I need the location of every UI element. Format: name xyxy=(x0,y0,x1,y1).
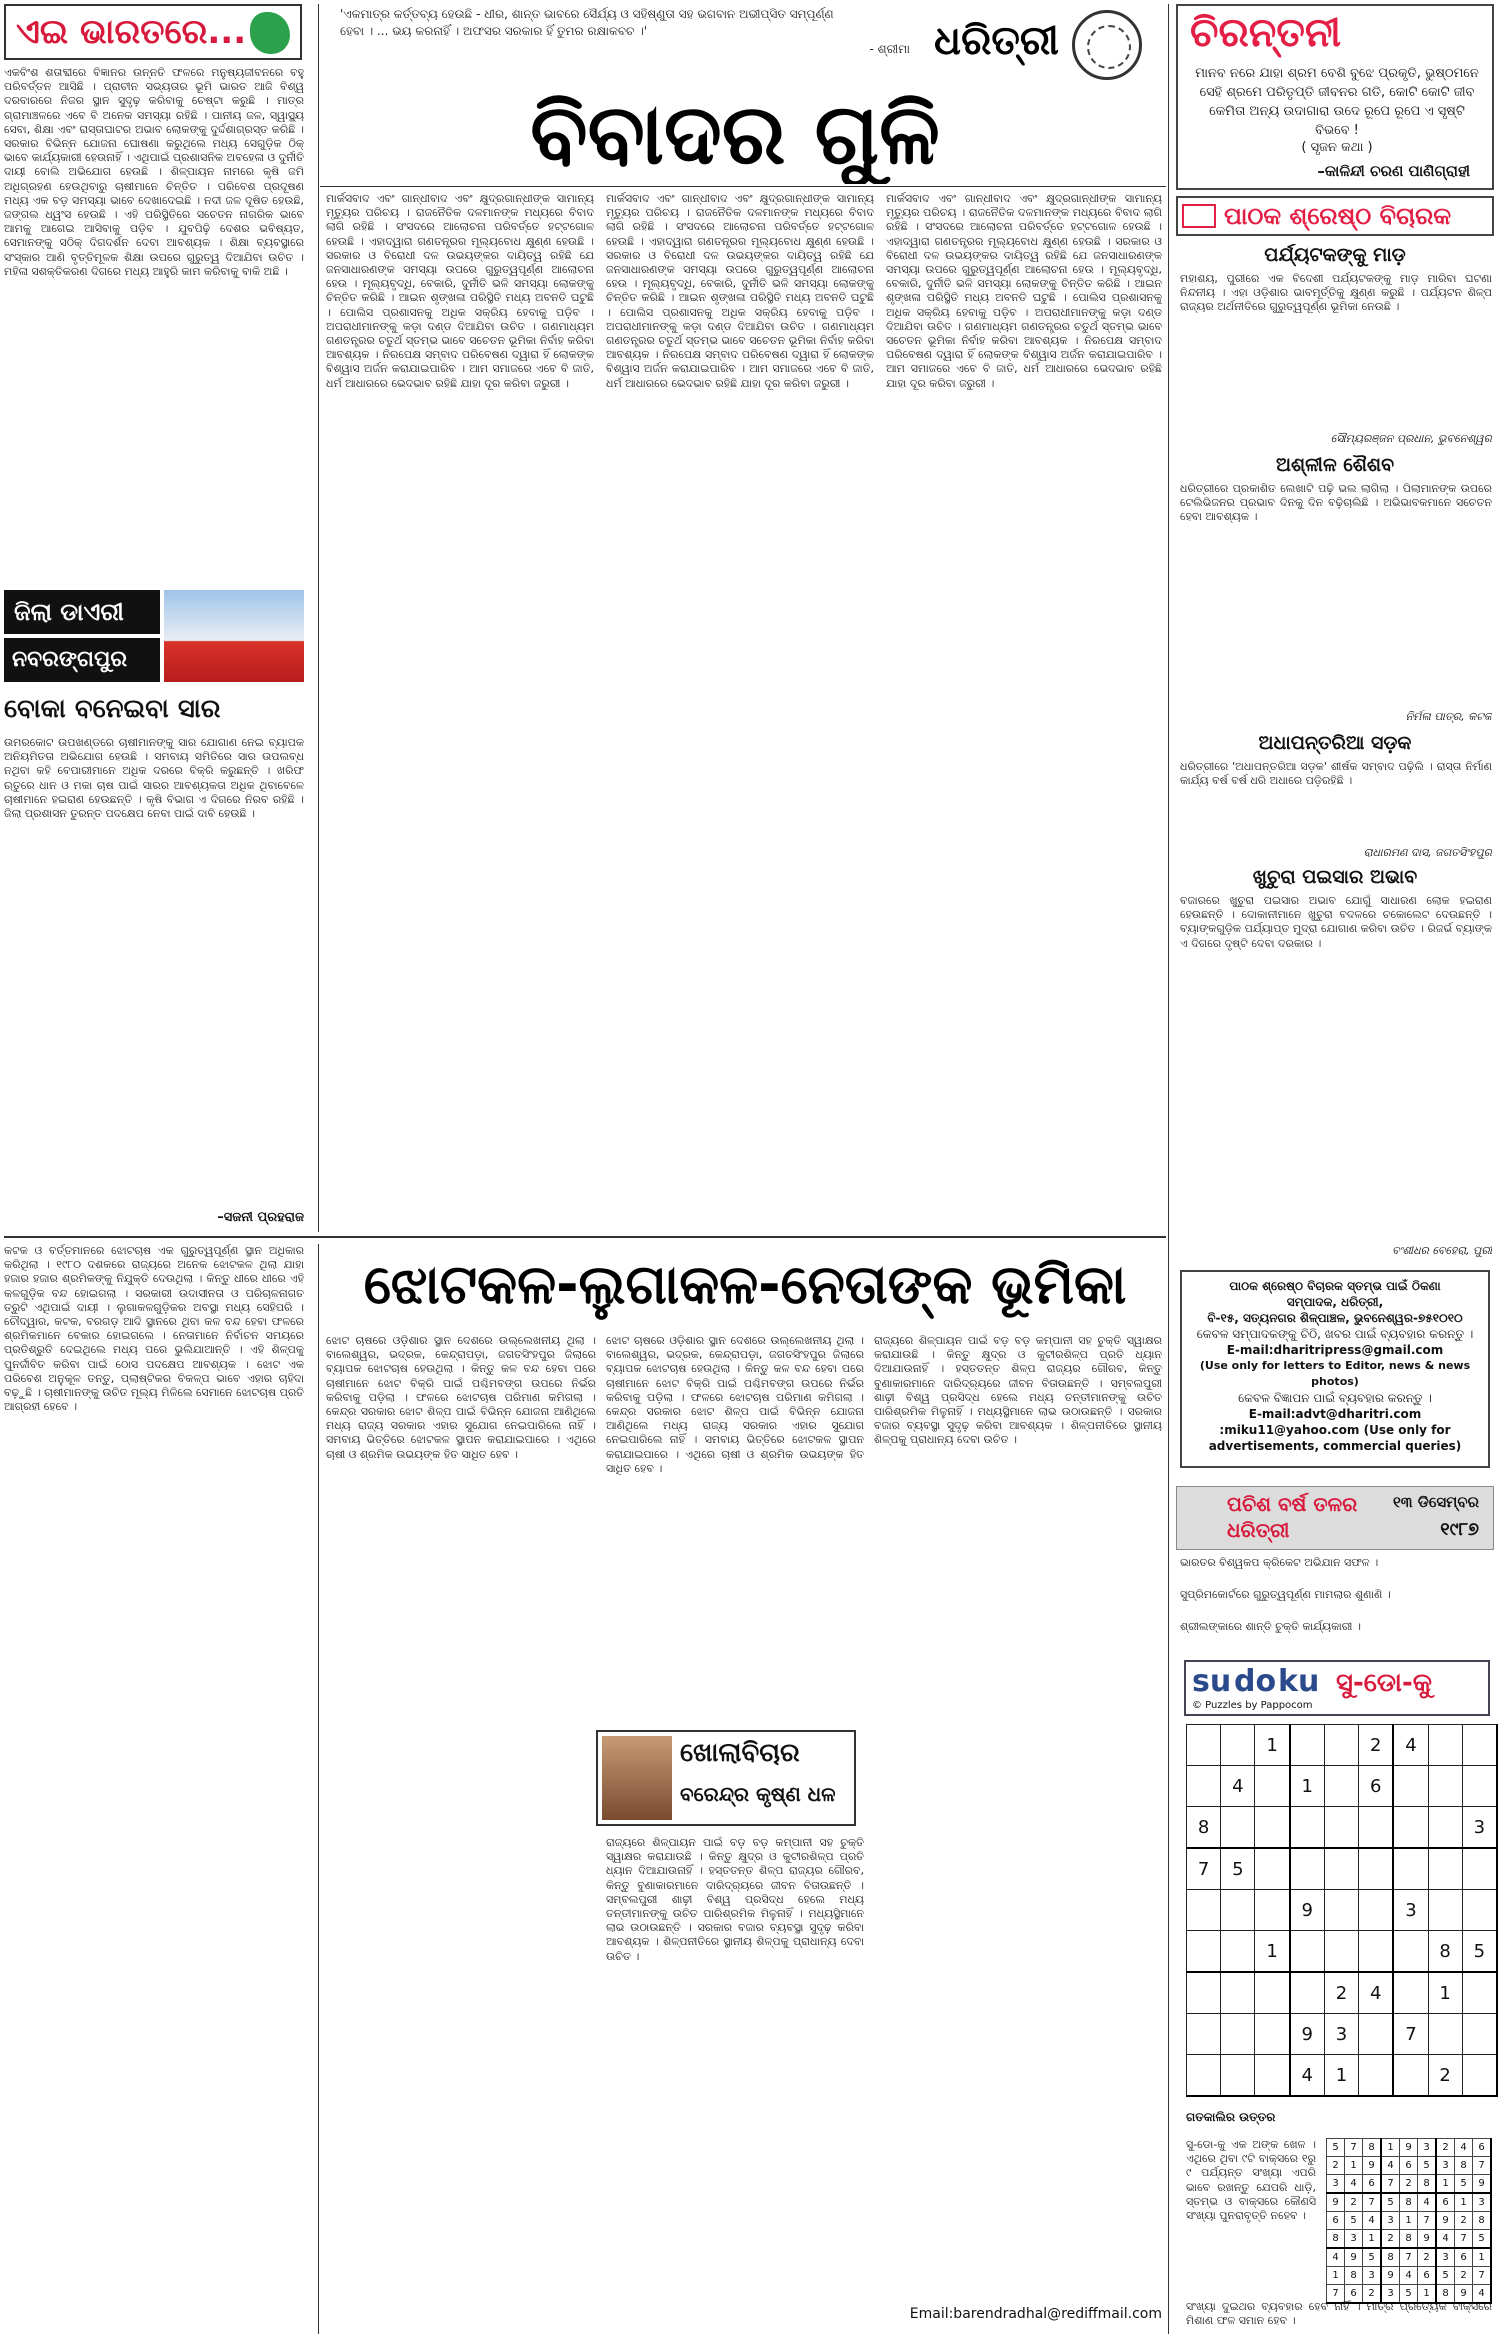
solution-cell: 5 xyxy=(1473,2230,1492,2249)
sudoku-cell[interactable]: 9 xyxy=(1290,2014,1325,2055)
solution-cell: 5 xyxy=(1418,2157,1437,2175)
chirantani-box xyxy=(1176,4,1494,190)
solution-cell: 7 xyxy=(1345,2139,1363,2157)
solution-cell: 2 xyxy=(1381,2230,1400,2249)
solution-cell: 7 xyxy=(1327,2285,1345,2304)
sudoku-cell[interactable] xyxy=(1187,1972,1221,2014)
left-article: ଏକବିଂଶ ଶତାବ୍ଦୀରେ ବିଜ୍ଞାନର ଉନ୍ନତି ଫଳରେ ମନୁଷ୍ୟଜୀବନରେ ବହୁ ପରିବର୍ତ୍ତନ ଆସିଛି । ପ୍ରାଚୀନ ସଭ୍ୟତାର ଭୂମି ଭାରତ ଆଜି ବିଶ୍ୱ ଦରବାରରେ ନିଜର ସ୍ଥାନ ସୁଦୃଢ଼ କରିବାକୁ ଚେଷ୍ଟା କରୁଛି । ମାତ୍ର ଗ୍ରାମାଞ୍ଚଳରେ ଏବେ ବି ଅନେକ ସମସ୍ୟା ରହିଛି । ପାନୀୟ ଜଳ, ସ୍ୱାସ୍ଥ୍ୟ ସେବା, ଶିକ୍ଷା ଏବଂ ରାସ୍ତାଘାଟର ଅଭାବ ଲୋକଙ୍କୁ ଦୁର୍ଦ୍ଦଶାଗ୍ରସ୍ତ କରିଛି । ସରକାର ବିଭିନ୍ନ ଯୋଜନା ଘୋଷଣା କରୁଥିଲେ ମଧ୍ୟ ସେଗୁଡ଼ିକ ଠିକ୍ ଭାବେ କାର୍ଯ୍ୟକାରୀ ହେଉନାହିଁ । ଏଥିପାଇଁ ପ୍ରଶାସନିକ ଅବହେଳା ଓ ଦୁର୍ନୀତି ଦାୟୀ ବୋଲି ଅଭିଯୋଗ ହେଉଛି । ଶିଳ୍ପାୟନ ନାମରେ କୃଷି ଜମି ଅଧିଗ୍ରହଣ ହେଉଥିବାରୁ ଚାଷୀମାନେ ଚିନ୍ତିତ । ପରିବେଶ ପ୍ରଦୂଷଣ ମଧ୍ୟ ଏକ ବଡ଼ ସମସ୍ୟା ଭାବେ ଦେଖାଦେଇଛି । ନଦୀ ଜଳ ଦୂଷିତ ହେଉଛି, ଜଙ୍ଗଲ ଧ୍ୱଂସ ହେଉଛି । ଏହି ପରିସ୍ଥିତିରେ ସଚେତନ ନାଗରିକ ଭାବେ ଆମକୁ ଆଗେଇ ଆସିବାକୁ ପଡ଼ିବ । ଯୁବପିଢ଼ି ଦେଶର ଭବିଷ୍ୟତ, ସେମାନଙ୍କୁ ସଠିକ୍ ଦିଗଦର୍ଶନ ଦେବା ଆବଶ୍ୟକ । ଶିକ୍ଷା ବ୍ୟବସ୍ଥାରେ ସଂସ୍କାର ଆଣି ବୃତ୍ତିମୂଳକ ଶିକ୍ଷା ଉପରେ ଗୁରୁତ୍ୱ ଦିଆଯିବା ଉଚିତ । ମହିଳା ସଶକ୍ତିକରଣ ଦିଗରେ ମଧ୍ୟ ଆହୁରି କାମ କରିବାକୁ ବାକି ଅଛି । xyxy=(4,66,304,278)
letter1-title: ପର୍ଯ୍ୟଟକଙ୍କୁ ମାଡ଼ xyxy=(1264,244,1406,266)
solution-cell: 8 xyxy=(1400,2230,1418,2249)
district-diary-title: ଜିଲା ଡାଏରୀ xyxy=(4,590,160,634)
sudoku-cell[interactable] xyxy=(1221,1807,1255,1849)
india-map-icon xyxy=(250,12,290,54)
solution-cell: 6 xyxy=(1436,2193,1455,2212)
masthead xyxy=(932,4,1144,84)
sudoku-cell[interactable] xyxy=(1255,1890,1290,1931)
sudoku-cell[interactable] xyxy=(1255,1807,1290,1849)
sudoku-cell[interactable]: 2 xyxy=(1359,1725,1394,1766)
chakra-icon xyxy=(1072,10,1142,80)
sudoku-cell[interactable] xyxy=(1324,1931,1358,1973)
solution-cell: 5 xyxy=(1455,2175,1473,2194)
solution-cell: 4 xyxy=(1455,2139,1473,2157)
sudoku-cell[interactable]: 4 xyxy=(1393,1725,1428,1766)
solution-cell: 9 xyxy=(1363,2157,1382,2175)
chirantani-source: ( ସୃଜନ କଥା ) xyxy=(1301,140,1373,155)
sudoku-cell[interactable] xyxy=(1428,1807,1462,1849)
years-ago-banner xyxy=(1176,1486,1494,1550)
sudoku-cell[interactable] xyxy=(1221,1890,1255,1931)
contact-line5: କେବଳ ବିଜ୍ଞାପନ ପାଇଁ ବ୍ୟବହାର କରନ୍ତୁ । xyxy=(1238,1391,1432,1405)
sudoku-cell[interactable] xyxy=(1221,1931,1255,1973)
years-ago-item3: ଶ୍ରୀଲଙ୍କାରେ ଶାନ୍ତି ଚୁକ୍ତି କାର୍ଯ୍ୟକାରୀ । xyxy=(1180,1620,1361,1633)
letter1-author: ସୌମ୍ୟରଞ୍ଜନ ପ୍ରଧାନ, ଭୁବନେଶ୍ୱର xyxy=(1330,432,1492,445)
letter3-text: ଧରିତ୍ରୀରେ 'ଅଧାପନ୍ତରିଆ ସଡ଼କ' ଶୀର୍ଷକ ସମ୍ବାଦ ପଢ଼ିଲି । ରାସ୍ତା ନିର୍ମାଣ କାର୍ଯ୍ୟ ବର୍ଷ ବର୍ଷ ଧରି ଅଧାରେ ପଡ଼ିରହିଛି । xyxy=(1180,760,1492,788)
solution-cell: 6 xyxy=(1455,2248,1473,2267)
solution-cell: 6 xyxy=(1345,2285,1363,2304)
solution-cell: 5 xyxy=(1400,2285,1418,2304)
sudoku-cell[interactable] xyxy=(1428,1848,1462,1890)
solution-cell: 5 xyxy=(1436,2267,1455,2285)
solution-cell: 3 xyxy=(1418,2139,1437,2157)
solution-cell: 8 xyxy=(1327,2230,1345,2249)
sudoku-cell[interactable] xyxy=(1428,2014,1462,2055)
solution-cell: 9 xyxy=(1381,2267,1400,2285)
years-ago-date: ୧୩ ଡିସେମ୍ବର xyxy=(1392,1493,1479,1511)
sudoku-cell[interactable]: 4 xyxy=(1290,2055,1325,2097)
solution-cell: 3 xyxy=(1381,2212,1400,2230)
sudoku-cell[interactable] xyxy=(1359,2055,1394,2097)
solution-cell: 4 xyxy=(1381,2157,1400,2175)
sudoku-cell[interactable]: 1 xyxy=(1324,2055,1358,2097)
sudoku-cell[interactable] xyxy=(1187,1725,1221,1766)
letter3-title: ଅଧାପନ୍ତରିଆ ସଡ଼କ xyxy=(1258,732,1412,754)
solution-cell: 4 xyxy=(1363,2212,1382,2230)
quote-line-2: ହେବା । ... ଭୟ କରନାହିଁ । ଅଫସର ସରକାର ହିଁ ତୁମର ରକ୍ଷାକବଚ ।' xyxy=(340,24,648,38)
solution-cell: 4 xyxy=(1436,2230,1455,2249)
solution-cell: 4 xyxy=(1345,2175,1363,2194)
bottom-center-article-2: ରାଜ୍ୟରେ ଶିଳ୍ପାୟନ ପାଇଁ ବଡ଼ ବଡ଼ କମ୍ପାନୀ ସହ ଚୁକ୍ତି ସ୍ୱାକ୍ଷର କରାଯାଉଛି । କିନ୍ତୁ କ୍ଷୁଦ୍ର ଓ କୁଟୀରଶିଳ୍ପ ପ୍ରତି ଧ୍ୟାନ ଦିଆଯାଉନାହିଁ । ହସ୍ତତନ୍ତ ଶିଳ୍ପ ରାଜ୍ୟର ଗୌରବ, କିନ୍ତୁ ବୁଣାକାରମାନେ ଦାରିଦ୍ର୍ୟରେ ଜୀବନ ବିତାଉଛନ୍ତି । ସମ୍ବଲପୁରୀ ଶାଢ଼ୀ ବିଶ୍ୱ ପ୍ରସିଦ୍ଧ ହେଲେ ମଧ୍ୟ ତନ୍ତୀମାନଙ୍କୁ ଉଚିତ ପାରିଶ୍ରମିକ ମିଳୁନାହିଁ । ମଧ୍ୟସ୍ଥିମାନେ ଲାଭ ଉଠାଉଛନ୍ତି । ସରକାର ବଜାର ବ୍ୟବସ୍ଥା ସୁଦୃଢ଼ କରିବା ଆବଶ୍ୟକ । ଶିଳ୍ପନୀତିରେ ସ୍ଥାନୀୟ ଶିଳ୍ପକୁ ପ୍ରାଧାନ୍ୟ ଦେବା ଉଚିତ । xyxy=(606,1836,864,1963)
solution-cell: 6 xyxy=(1418,2267,1437,2285)
chirantani-author: –କାଳିନ୍ଦୀ ଚରଣ ପାଣିଗ୍ରାହୀ xyxy=(1317,162,1470,180)
sudoku-cell[interactable] xyxy=(1255,2014,1290,2055)
solution-cell: 2 xyxy=(1400,2175,1418,2194)
solution-cell: 8 xyxy=(1400,2193,1418,2212)
contact-email3[interactable]: :miku11@yahoo.com (Use only for xyxy=(1219,1423,1451,1437)
sudoku-logo-odia: ସୁ-ଡୋ-କୁ xyxy=(1336,1668,1432,1698)
solution-cell: 7 xyxy=(1473,2267,1492,2285)
sudoku-cell[interactable] xyxy=(1324,1725,1358,1766)
sudoku-logo-ku: ku xyxy=(1278,1664,1320,1699)
chirantani-poem: ମାନବ ନରେ ଯାହା ଶ୍ରମ ବେଶି ବୁଝେ ପ୍ରକୃତି, ଭୁଷ୍ଠମନେ ସେହି ଶ୍ରମେ ପରିତୃପ୍ତି ଜୀବନର ଗତି, କୋଟି କୋଟି ଜୀବ କେମିତା ଅନ୍ୟ ଉଦାଗାରା ଉଦେ ରୂପେ ରୂପେ ଏ ସୃଷ୍ଟି ବିଭବେ ! xyxy=(1195,66,1479,138)
letter4-author: ବଂଶୀଧର ବେହେରା, ପୁରୀ xyxy=(1392,1244,1492,1257)
solution-cell: 1 xyxy=(1418,2285,1437,2304)
solution-cell: 9 xyxy=(1345,2248,1363,2267)
editorial-col-2: ମାର୍କସବାଦ ଏବଂ ଗାନ୍ଧୀବାଦ ଏବଂ କ୍ଷୁଦ୍ରଗାନ୍ଧୀଙ୍କ ସାମାନ୍ୟ ମୃତ୍ୟୁର ପରିଚୟ । ରାଜନୈତିକ ଦଳମାନଙ୍କ ମଧ୍ୟରେ ବିବାଦ ଲାଗି ରହିଛି । ସଂସଦରେ ଆଲୋଚନା ପରିବର୍ତ୍ତେ ହଟ୍ଟଗୋଳ ହେଉଛି । ଏହାଦ୍ୱାରା ଗଣତନ୍ତ୍ରର ମୂଲ୍ୟବୋଧ କ୍ଷୁଣ୍ଣ ହେଉଛି । ସରକାର ଓ ବିରୋଧୀ ଦଳ ଉଭୟଙ୍କର ଦାୟିତ୍ୱ ରହିଛି ଯେ ଜନସାଧାରଣଙ୍କ ସମସ୍ୟା ଉପରେ ଗୁରୁତ୍ୱପୂର୍ଣ୍ଣ ଆଲୋଚନା ହେଉ । ମୂଲ୍ୟବୃଦ୍ଧି, ବେକାରି, ଦୁର୍ନୀତି ଭଳି ସମସ୍ୟା ଲୋକଙ୍କୁ ଚିନ୍ତିତ କରିଛି । ଆଇନ ଶୃଙ୍ଖଳା ପରିସ୍ଥିତି ମଧ୍ୟ ଅବନତି ଘଟୁଛି । ପୋଲିସ ପ୍ରଶାସନକୁ ଅଧିକ ସକ୍ରିୟ ହେବାକୁ ପଡ଼ିବ । ଅପରାଧୀମାନଙ୍କୁ କଡ଼ା ଦଣ୍ଡ ଦିଆଯିବା ଉଚିତ । ଗଣମାଧ୍ୟମ ଗଣତନ୍ତ୍ରର ଚତୁର୍ଥ ସ୍ତମ୍ଭ ଭାବେ ସଚେତନ ଭୂମିକା ନିର୍ବାହ କରିବା ଆବଶ୍ୟକ । ନିରପେକ୍ଷ ସମ୍ବାଦ ପରିବେଷଣ ଦ୍ୱାରା ହିଁ ଲୋକଙ୍କ ବିଶ୍ୱାସ ଅର୍ଜନ କରାଯାଇପାରିବ । ଆମ ସମାଜରେ ଏବେ ବି ଜାତି, ଧର୍ମ ଆଧାରରେ ଭେଦଭାବ ରହିଛି ଯାହା ଦୂର କରିବା ଜରୁରୀ । xyxy=(606,192,874,390)
letter2-title: ଅଶ୍ଳୀଳ ଶୈଶବ xyxy=(1275,454,1395,476)
contact-line1: ପାଠକ ଶ୍ରେଷ୍ଠ ବିଚାରକ ସ୍ତମ୍ଭ ପାଇଁ ଠିକଣା xyxy=(1229,1279,1441,1293)
column-label: ଖୋଲାବିଚାର xyxy=(680,1738,800,1768)
solution-cell: 3 xyxy=(1363,2267,1382,2285)
pathaka-banner xyxy=(1176,196,1494,236)
solution-cell: 7 xyxy=(1400,2248,1418,2267)
sudoku-cell[interactable]: 3 xyxy=(1393,1890,1428,1931)
pathaka-title: ପାଠକ ଶ୍ରେଷ୍ଠ ବିଚାରକ xyxy=(1224,202,1452,230)
sudoku-cell[interactable]: 1 xyxy=(1428,1972,1462,2014)
solution-cell: 4 xyxy=(1473,2285,1492,2304)
sudoku-cell[interactable]: 1 xyxy=(1255,1725,1290,1766)
sudoku-cell[interactable] xyxy=(1359,1848,1394,1890)
sudoku-cell[interactable]: 1 xyxy=(1290,1766,1325,1807)
envelope-icon xyxy=(1182,204,1216,228)
sudoku-cell[interactable]: 6 xyxy=(1359,1766,1394,1807)
main-headline: ବିବାଦର ଗୁଳି xyxy=(530,85,940,183)
sudoku-cell[interactable] xyxy=(1359,2014,1394,2055)
sudoku-cell[interactable] xyxy=(1221,1725,1255,1766)
solution-cell: 2 xyxy=(1418,2248,1437,2267)
solution-cell: 1 xyxy=(1345,2157,1363,2175)
sudoku-cell[interactable] xyxy=(1187,1766,1221,1807)
solution-cell: 9 xyxy=(1418,2230,1437,2249)
solution-cell: 6 xyxy=(1400,2157,1418,2175)
sudoku-cell[interactable]: 4 xyxy=(1359,1972,1394,2014)
solution-cell: 8 xyxy=(1436,2285,1455,2304)
quote-box xyxy=(340,6,930,66)
sudoku-cell[interactable]: 7 xyxy=(1393,2014,1428,2055)
sudoku-cell[interactable]: 2 xyxy=(1324,1972,1358,2014)
bottom-left-article: କଟକ ଓ ବର୍ତ୍ତମାନରେ ଝୋଟଚାଷ ଏକ ଗୁରୁତ୍ୱପୂର୍ଣ୍ଣ ସ୍ଥାନ ଅଧିକାର କରିଥିଲା । ୧୯୮୦ ଦଶକରେ ରାଜ୍ୟରେ ଅନେକ ଝୋଟକଳ ଥିଲା ଯାହା ହଜାର ହଜାର ଶ୍ରମିକଙ୍କୁ ନିଯୁକ୍ତି ଦେଉଥିଲା । କିନ୍ତୁ ଧୀରେ ଧୀରେ ଏହି କଳଗୁଡ଼ିକ ବନ୍ଦ ହୋଇଗଲା । ସରକାରୀ ଉଦାସୀନତା ଓ ପରିଚାଳନାଗତ ତ୍ରୁଟି ଏଥିପାଇଁ ଦାୟୀ । ଲୁଗାକଳଗୁଡ଼ିକର ଅବସ୍ଥା ମଧ୍ୟ ସେହିପରି । ଚୌଦ୍ୱାର, କଟକ, ବରଗଡ଼ ଆଦି ସ୍ଥାନରେ ଥିବା କଳ ବନ୍ଦ ହେବା ଫଳରେ ଶ୍ରମିକମାନେ ବେକାର ହୋଇଗଲେ । ନେତାମାନେ ନିର୍ବାଚନ ସମୟରେ ପ୍ରତିଶ୍ରୁତି ଦେଇଥିଲେ ମଧ୍ୟ ପରେ ଭୁଲିଯାଆନ୍ତି । ଏହି ଶିଳ୍ପକୁ ପୁନର୍ଜୀବିତ କରିବା ପାଇଁ ଠୋସ ପଦକ୍ଷେପ ଆବଶ୍ୟକ । ଝୋଟ ଏକ ପରିବେଶ ଅନୁକୂଳ ତନ୍ତୁ, ପ୍ଲାଷ୍ଟିକର ବିକଳ୍ପ ଭାବେ ଏହାର ଚାହିଦା ବଢ଼ୁଛି । ଚାଷୀମାନଙ୍କୁ ଉଚିତ ମୂଲ୍ୟ ମିଳିଲେ ସେମାନେ ଝୋଟଚାଷ ପ୍ରତି ଆଗ୍ରହୀ ହେବେ । xyxy=(4,1244,304,1414)
letter4-title: ଖୁଚୁରା ପଇସାର ଅଭାବ xyxy=(1252,866,1418,888)
sudoku-cell[interactable] xyxy=(1359,1807,1394,1849)
sudoku-logo xyxy=(1184,1660,1490,1716)
editorial-col-1: ମାର୍କସବାଦ ଏବଂ ଗାନ୍ଧୀବାଦ ଏବଂ କ୍ଷୁଦ୍ରଗାନ୍ଧୀଙ୍କ ସାମାନ୍ୟ ମୃତ୍ୟୁର ପରିଚୟ । ରାଜନୈତିକ ଦଳମାନଙ୍କ ମଧ୍ୟରେ ବିବାଦ ଲାଗି ରହିଛି । ସଂସଦରେ ଆଲୋଚନା ପରିବର୍ତ୍ତେ ହଟ୍ଟଗୋଳ ହେଉଛି । ଏହାଦ୍ୱାରା ଗଣତନ୍ତ୍ରର ମୂଲ୍ୟବୋଧ କ୍ଷୁଣ୍ଣ ହେଉଛି । ସରକାର ଓ ବିରୋଧୀ ଦଳ ଉଭୟଙ୍କର ଦାୟିତ୍ୱ ରହିଛି ଯେ ଜନସାଧାରଣଙ୍କ ସମସ୍ୟା ଉପରେ ଗୁରୁତ୍ୱପୂର୍ଣ୍ଣ ଆଲୋଚନା ହେଉ । ମୂଲ୍ୟବୃଦ୍ଧି, ବେକାରି, ଦୁର୍ନୀତି ଭଳି ସମସ୍ୟା ଲୋକଙ୍କୁ ଚିନ୍ତିତ କରିଛି । ଆଇନ ଶୃଙ୍ଖଳା ପରିସ୍ଥିତି ମଧ୍ୟ ଅବନତି ଘଟୁଛି । ପୋଲିସ ପ୍ରଶାସନକୁ ଅଧିକ ସକ୍ରିୟ ହେବାକୁ ପଡ଼ିବ । ଅପରାଧୀମାନଙ୍କୁ କଡ଼ା ଦଣ୍ଡ ଦିଆଯିବା ଉଚିତ । ଗଣମାଧ୍ୟମ ଗଣତନ୍ତ୍ରର ଚତୁର୍ଥ ସ୍ତମ୍ଭ ଭାବେ ସଚେତନ ଭୂମିକା ନିର୍ବାହ କରିବା ଆବଶ୍ୟକ । ନିରପେକ୍ଷ ସମ୍ବାଦ ପରିବେଷଣ ଦ୍ୱାରା ହିଁ ଲୋକଙ୍କ ବିଶ୍ୱାସ ଅର୍ଜନ କରାଯାଇପାରିବ । ଆମ ସମାଜରେ ଏବେ ବି ଜାତି, ଧର୍ମ ଆଧାରରେ ଭେଦଭାବ ରହିଛି ଯାହା ଦୂର କରିବା ଜରୁରୀ । xyxy=(326,192,594,390)
temple-photo xyxy=(164,590,304,682)
sudoku-cell[interactable] xyxy=(1290,1848,1325,1890)
sudoku-cell[interactable] xyxy=(1221,2014,1255,2055)
solution-cell: 1 xyxy=(1327,2267,1345,2285)
solution-cell: 2 xyxy=(1436,2139,1455,2157)
solution-cell: 1 xyxy=(1455,2193,1473,2212)
sudoku-instructions: ସୁ-ଡୋ-କୁ ଏକ ଅଙ୍କ ଖେଳ । ଏଥିରେ ଥିବା ୯ଟି ବାକ୍ସରେ ୧ରୁ ୯ ପର୍ଯ୍ୟନ୍ତ ସଂଖ୍ୟା ଏପରି ଭାବେ ରଖନ୍ତୁ ଯେପରି ଧାଡ଼ି, ସ୍ତମ୍ଭ ଓ ବାକ୍ସରେ କୌଣସି ସଂଖ୍ୟା ପୁନରାବୃତ୍ତି ନହେବ । xyxy=(1186,2138,1316,2223)
sudoku-cell[interactable]: 3 xyxy=(1324,2014,1358,2055)
column-email[interactable]: Email:barendradhal@rediffmail.com xyxy=(909,2306,1162,2322)
sudoku-cell[interactable] xyxy=(1187,1890,1221,1931)
solution-cell: 4 xyxy=(1327,2248,1345,2267)
solution-cell: 8 xyxy=(1418,2175,1437,2194)
district-diary-banner xyxy=(4,590,304,690)
sudoku-cell[interactable] xyxy=(1255,1766,1290,1807)
letter1-text: ମହାଶୟ, ପୁରୀରେ ଏକ ବିଦେଶୀ ପର୍ଯ୍ୟଟକଙ୍କୁ ମାଡ଼ ମାରିବା ଘଟଣା ନିନ୍ଦନୀୟ । ଏହା ଓଡ଼ିଶାର ଭାବମୂର୍ତ୍ତିକୁ କ୍ଷୁଣ୍ଣ କରୁଛି । ପର୍ଯ୍ୟଟନ ଶିଳ୍ପ ରାଜ୍ୟର ଅର୍ଥନୀତିରେ ଗୁରୁତ୍ୱପୂର୍ଣ୍ଣ ଭୂମିକା ନେଉଛି । xyxy=(1180,272,1492,314)
sudoku-cell[interactable] xyxy=(1187,2055,1221,2097)
quote-line-1: 'ଏକମାତ୍ର କର୍ତ୍ତବ୍ୟ ହେଉଛି - ଧୀର, ଶାନ୍ତ ଭାବରେ ସୈର୍ଯ୍ୟ ଓ ସହିଷ୍ଣୁତା ସହ ଭଗବାନ ଅଭୀପ୍ସିତ ସମ୍ପୂର୍ଣ୍ଣ xyxy=(340,7,834,21)
sudoku-cell[interactable] xyxy=(1324,1890,1358,1931)
sudoku-cell[interactable] xyxy=(1255,2055,1290,2097)
solution-cell: 8 xyxy=(1363,2139,1382,2157)
sudoku-cell[interactable]: 4 xyxy=(1221,1766,1255,1807)
section-left-title: ଏଇ ଭାରତରେ... xyxy=(16,12,247,52)
contact-email1[interactable]: E-mail:dharitripress@gmail.com xyxy=(1226,1343,1444,1357)
solution-cell: 4 xyxy=(1400,2267,1418,2285)
solution-cell: 3 xyxy=(1436,2248,1455,2267)
sudoku-cell[interactable] xyxy=(1393,1931,1428,1973)
sudoku-cell[interactable] xyxy=(1462,1848,1497,1890)
sudoku-cell[interactable] xyxy=(1290,1931,1325,1973)
sudoku-logo-do: do xyxy=(1234,1664,1277,1699)
sudoku-cell[interactable] xyxy=(1255,1972,1290,2014)
solution-cell: 7 xyxy=(1418,2212,1437,2230)
author-photo xyxy=(602,1736,672,1820)
contact-line3: ବି-୧୫, ସତ୍ୟନଗର ଶିଳ୍ପାଞ୍ଚଳ, ଭୁବନେଶ୍ୱର-୭୫୧୦୧୦ xyxy=(1207,1311,1463,1325)
letter4-text: ବଜାରରେ ଖୁଚୁରା ପଇସାର ଅଭାବ ଯୋଗୁଁ ସାଧାରଣ ଲୋକ ହଇରାଣ ହେଉଛନ୍ତି । ଦୋକାନୀମାନେ ଖୁଚୁରା ବଦଳରେ ଚକୋଲେଟ ଦେଉଛନ୍ତି । ବ୍ୟାଙ୍କଗୁଡ଼ିକ ପର୍ଯ୍ୟାପ୍ତ ମୁଦ୍ରା ଯୋଗାଣ କରିବା ଉଚିତ । ରିଜର୍ଭ ବ୍ୟାଙ୍କ ଏ ଦିଗରେ ଦୃଷ୍ଟି ଦେବା ଦରକାର । xyxy=(1180,894,1492,950)
solution-cell: 7 xyxy=(1381,2175,1400,2194)
solution-cell: 5 xyxy=(1381,2193,1400,2212)
bottom-right-article: ରାଜ୍ୟରେ ଶିଳ୍ପାୟନ ପାଇଁ ବଡ଼ ବଡ଼ କମ୍ପାନୀ ସହ ଚୁକ୍ତି ସ୍ୱାକ୍ଷର କରାଯାଉଛି । କିନ୍ତୁ କ୍ଷୁଦ୍ର ଓ କୁଟୀରଶିଳ୍ପ ପ୍ରତି ଧ୍ୟାନ ଦିଆଯାଉନାହିଁ । ହସ୍ତତନ୍ତ ଶିଳ୍ପ ରାଜ୍ୟର ଗୌରବ, କିନ୍ତୁ ବୁଣାକାରମାନେ ଦାରିଦ୍ର୍ୟରେ ଜୀବନ ବିତାଉଛନ୍ତି । ସମ୍ବଲପୁରୀ ଶାଢ଼ୀ ବିଶ୍ୱ ପ୍ରସିଦ୍ଧ ହେଲେ ମଧ୍ୟ ତନ୍ତୀମାନଙ୍କୁ ଉଚିତ ପାରିଶ୍ରମିକ ମିଳୁନାହିଁ । ମଧ୍ୟସ୍ଥିମାନେ ଲାଭ ଉଠାଉଛନ୍ତି । ସରକାର ବଜାର ବ୍ୟବସ୍ଥା ସୁଦୃଢ଼ କରିବା ଆବଶ୍ୟକ । ଶିଳ୍ପନୀତିରେ ସ୍ଥାନୀୟ ଶିଳ୍ପକୁ ପ୍ରାଧାନ୍ୟ ଦେବା ଉଚିତ । xyxy=(874,1334,1162,1447)
sudoku-cell[interactable]: 8 xyxy=(1428,1931,1462,1973)
sudoku-cell[interactable] xyxy=(1359,1931,1394,1973)
solution-cell: 5 xyxy=(1327,2139,1345,2157)
letter2-author: ନିର୍ମଳା ପାତ୍ର, କଟକ xyxy=(1405,710,1492,723)
solution-cell: 3 xyxy=(1436,2157,1455,2175)
sudoku-cell[interactable] xyxy=(1187,2014,1221,2055)
sudoku-credit: © Puzzles by Pappocom xyxy=(1192,1700,1313,1711)
district-name: ନବରଙ୍ଗପୁର xyxy=(4,638,160,682)
sudoku-cell[interactable]: 1 xyxy=(1255,1931,1290,1973)
solution-cell: 8 xyxy=(1455,2157,1473,2175)
sudoku-cell[interactable] xyxy=(1290,1807,1325,1849)
sudoku-cell[interactable] xyxy=(1393,1766,1428,1807)
sudoku-footer: ସଂଖ୍ୟା ଦୁଇଥର ବ୍ୟବହାର ହେବ ନାହିଁ । ମାତ୍ର ପ୍ରତ୍ୟେକ ବାକ୍ସରେ ମିଶାଣ ଫଳ ସମାନ ହେବ । xyxy=(1186,2300,1492,2328)
solution-cell: 7 xyxy=(1363,2193,1382,2212)
solution-cell: 5 xyxy=(1345,2212,1363,2230)
sudoku-cell[interactable] xyxy=(1221,2055,1255,2097)
solution-cell: 4 xyxy=(1418,2193,1437,2212)
editorial-col-3: ମାର୍କସବାଦ ଏବଂ ଗାନ୍ଧୀବାଦ ଏବଂ କ୍ଷୁଦ୍ରଗାନ୍ଧୀଙ୍କ ସାମାନ୍ୟ ମୃତ୍ୟୁର ପରିଚୟ । ରାଜନୈତିକ ଦଳମାନଙ୍କ ମଧ୍ୟରେ ବିବାଦ ଲାଗି ରହିଛି । ସଂସଦରେ ଆଲୋଚନା ପରିବର୍ତ୍ତେ ହଟ୍ଟଗୋଳ ହେଉଛି । ଏହାଦ୍ୱାରା ଗଣତନ୍ତ୍ରର ମୂଲ୍ୟବୋଧ କ୍ଷୁଣ୍ଣ ହେଉଛି । ସରକାର ଓ ବିରୋଧୀ ଦଳ ଉଭୟଙ୍କର ଦାୟିତ୍ୱ ରହିଛି ଯେ ଜନସାଧାରଣଙ୍କ ସମସ୍ୟା ଉପରେ ଗୁରୁତ୍ୱପୂର୍ଣ୍ଣ ଆଲୋଚନା ହେଉ । ମୂଲ୍ୟବୃଦ୍ଧି, ବେକାରି, ଦୁର୍ନୀତି ଭଳି ସମସ୍ୟା ଲୋକଙ୍କୁ ଚିନ୍ତିତ କରିଛି । ଆଇନ ଶୃଙ୍ଖଳା ପରିସ୍ଥିତି ମଧ୍ୟ ଅବନତି ଘଟୁଛି । ପୋଲିସ ପ୍ରଶାସନକୁ ଅଧିକ ସକ୍ରିୟ ହେବାକୁ ପଡ଼ିବ । ଅପରାଧୀମାନଙ୍କୁ କଡ଼ା ଦଣ୍ଡ ଦିଆଯିବା ଉଚିତ । ଗଣମାଧ୍ୟମ ଗଣତନ୍ତ୍ରର ଚତୁର୍ଥ ସ୍ତମ୍ଭ ଭାବେ ସଚେତନ ଭୂମିକା ନିର୍ବାହ କରିବା ଆବଶ୍ୟକ । ନିରପେକ୍ଷ ସମ୍ବାଦ ପରିବେଷଣ ଦ୍ୱାରା ହିଁ ଲୋକଙ୍କ ବିଶ୍ୱାସ ଅର୍ଜନ କରାଯାଇପାରିବ । ଆମ ସମାଜରେ ଏବେ ବି ଜାତି, ଧର୍ମ ଆଧାରରେ ଭେଦଭାବ ରହିଛି ଯାହା ଦୂର କରିବା ଜରୁରୀ । xyxy=(886,192,1162,390)
solution-cell: 9 xyxy=(1455,2285,1473,2304)
sudoku-cell[interactable] xyxy=(1324,1766,1358,1807)
years-ago-title: ପଚିଶ ବର୍ଷ ତଳର ଧରିତ୍ରୀ xyxy=(1227,1492,1358,1542)
sudoku-cell[interactable] xyxy=(1428,1766,1462,1807)
sudoku-cell[interactable] xyxy=(1393,1807,1428,1849)
sudoku-cell[interactable]: 9 xyxy=(1290,1890,1325,1931)
sudoku-cell[interactable] xyxy=(1428,1890,1462,1931)
sudoku-cell[interactable] xyxy=(1290,1725,1325,1766)
solution-cell: 9 xyxy=(1400,2139,1418,2157)
letter3-author: ରାଧାରମଣ ଦାସ, ଜଗତସିଂହପୁର xyxy=(1363,846,1492,859)
solution-cell: 2 xyxy=(1455,2212,1473,2230)
masthead-logo: ଧରିତ୍ରୀ xyxy=(934,18,1059,64)
years-ago-item1: ଭାରତର ବିଶ୍ୱକପ କ୍ରିକେଟ ଅଭିଯାନ ସଫଳ । xyxy=(1180,1556,1379,1569)
solution-cell: 5 xyxy=(1363,2248,1382,2267)
sudoku-cell[interactable] xyxy=(1393,1848,1428,1890)
sudoku-cell[interactable] xyxy=(1462,1766,1497,1807)
solution-cell: 8 xyxy=(1345,2267,1363,2285)
sudoku-cell[interactable] xyxy=(1359,1890,1394,1931)
sudoku-cell[interactable] xyxy=(1462,1890,1497,1931)
solution-cell: 3 xyxy=(1473,2193,1492,2212)
contact-email2[interactable]: E-mail:advt@dharitri.com xyxy=(1248,1407,1422,1421)
sudoku-cell[interactable] xyxy=(1462,1972,1497,2014)
solution-title: ଗତକାଲିର ଉତ୍ତର xyxy=(1186,2110,1276,2124)
sudoku-cell[interactable] xyxy=(1462,1725,1497,1766)
sudoku-grid[interactable] xyxy=(1186,1724,1498,2097)
sudoku-cell[interactable] xyxy=(1324,1807,1358,1849)
sudoku-cell[interactable]: 5 xyxy=(1221,1848,1255,1890)
letter2-text: ଧରିତ୍ରୀରେ ପ୍ରକାଶିତ ଲେଖାଟି ପଢ଼ି ଭଲ ଲାଗିଲା । ପିଲାମାନଙ୍କ ଉପରେ ଟେଲିଭିଜନର ପ୍ରଭାବ ଦିନକୁ ଦିନ ବଢ଼ିଚାଲିଛି । ଅଭିଭାବକମାନେ ସଚେତନ ହେବା ଆବଶ୍ୟକ । xyxy=(1180,482,1492,524)
solution-cell: 8 xyxy=(1473,2212,1492,2230)
contact-email1-note: (Use only for letters to Editor, news & news photos) xyxy=(1199,1359,1471,1388)
section-left-banner xyxy=(4,4,302,60)
sudoku-logo-su: su xyxy=(1192,1664,1232,1699)
solution-cell: 2 xyxy=(1327,2157,1345,2175)
sudoku-cell[interactable]: 2 xyxy=(1428,2055,1462,2097)
solution-cell: 2 xyxy=(1345,2193,1363,2212)
sudoku-cell[interactable] xyxy=(1324,1848,1358,1890)
solution-cell: 9 xyxy=(1436,2212,1455,2230)
contact-line2: ସମ୍ପାଦକ, ଧରିତ୍ରୀ, xyxy=(1286,1295,1384,1309)
bottom-center-article: ଝୋଟ ଚାଷରେ ଓଡ଼ିଶାର ସ୍ଥାନ ଦେଶରେ ଉଲ୍ଲେଖନୀୟ ଥିଲା । ବାଲେଶ୍ୱର, ଭଦ୍ରକ, କେନ୍ଦ୍ରାପଡ଼ା, ଜଗତସିଂହପୁର ଜିଲାରେ ବ୍ୟାପକ ଝୋଟଚାଷ ହେଉଥିଲା । କିନ୍ତୁ କଳ ବନ୍ଦ ହେବା ପରେ ଚାଷୀମାନେ ଝୋଟ ବିକ୍ରି ପାଇଁ ପଶ୍ଚିମବଙ୍ଗ ଉପରେ ନିର୍ଭର କରିବାକୁ ପଡ଼ିଲା । ଫଳରେ ଝୋଟଚାଷ ପରିମାଣ କମିଗଲା । କେନ୍ଦ୍ର ସରକାର ଝୋଟ ଶିଳ୍ପ ପାଇଁ ବିଭିନ୍ନ ଯୋଜନା ଆଣିଥିଲେ ମଧ୍ୟ ରାଜ୍ୟ ସରକାର ଏହାର ସୁଯୋଗ ନେଇପାରିଲେ ନାହିଁ । ସମବାୟ ଭିତ୍ତିରେ ଝୋଟକଳ ସ୍ଥାପନ କରାଯାଇପାରେ । ଏଥିରେ ଚାଷୀ ଓ ଶ୍ରମିକ ଉଭୟଙ୍କ ହିତ ସାଧିତ ହେବ । xyxy=(606,1334,864,1475)
sudoku-cell[interactable]: 7 xyxy=(1187,1848,1221,1890)
sudoku-cell[interactable]: 3 xyxy=(1462,1807,1497,1849)
sudoku-cell[interactable] xyxy=(1290,1972,1325,2014)
sudoku-cell[interactable] xyxy=(1187,1931,1221,1973)
column-author: ବରେନ୍ଦ୍ର କୃଷ୍ଣ ଧଳ xyxy=(680,1782,836,1806)
quote-author: - ଶ୍ରୀମା xyxy=(869,42,910,56)
solution-cell: 1 xyxy=(1363,2230,1382,2249)
second-headline: ଝୋଟକଳ-ଲୁଗାକଳ-ନେତାଙ୍କ ଭୂମିକା xyxy=(363,1253,1127,1316)
solution-cell: 2 xyxy=(1363,2285,1382,2304)
contact-email3-note: advertisements, commercial queries) xyxy=(1208,1439,1462,1453)
sudoku-cell[interactable] xyxy=(1255,1848,1290,1890)
solution-cell: 6 xyxy=(1473,2139,1492,2157)
solution-cell: 1 xyxy=(1436,2175,1455,2194)
sudoku-cell[interactable] xyxy=(1393,2055,1428,2097)
district-headline: ବୋକା ବନେଇବା ସାର xyxy=(4,694,221,724)
chirantani-title: ଚିରନ୍ତନୀ xyxy=(1190,10,1342,56)
solution-cell: 3 xyxy=(1345,2230,1363,2249)
district-article: ଉମରକୋଟ ଉପଖଣ୍ଡରେ ଚାଷୀମାନଙ୍କୁ ସାର ଯୋଗାଣ ନେଇ ବ୍ୟାପକ ଅନିୟମିତତା ଅଭିଯୋଗ ହେଉଛି । ସମବାୟ ସମିତିରେ ସାର ଉପଲବ୍ଧ ନଥିବା କହି ବେପାରୀମାନେ ଅଧିକ ଦରରେ ବିକ୍ରି କରୁଛନ୍ତି । ଖରିଫ ଋତୁରେ ଧାନ ଓ ମକା ଚାଷ ପାଇଁ ସାରର ଆବଶ୍ୟକତା ଅଧିକ ଥିବାବେଳେ ଚାଷୀମାନେ ହଇରାଣ ହେଉଛନ୍ତି । କୃଷି ବିଭାଗ ଏ ଦିଗରେ ନିରବ ରହିଛି । ଜିଲା ପ୍ରଶାସନ ତୁରନ୍ତ ପଦକ୍ଷେପ ନେବା ପାଇଁ ଦାବି ହେଉଛି । xyxy=(4,736,304,821)
column-banner xyxy=(596,1730,856,1826)
years-ago-year: ୧୯୮୭ xyxy=(1440,1519,1479,1540)
solution-cell: 9 xyxy=(1473,2175,1492,2194)
solution-cell: 2 xyxy=(1455,2267,1473,2285)
solution-cell: 8 xyxy=(1381,2248,1400,2267)
district-author: –ସଜନୀ ପ୍ରହରାଜ xyxy=(217,1210,304,1225)
contact-box xyxy=(1180,1270,1490,1468)
solution-cell: 6 xyxy=(1363,2175,1382,2194)
solution-cell: 7 xyxy=(1455,2230,1473,2249)
sudoku-cell[interactable] xyxy=(1393,1972,1428,2014)
solution-cell: 1 xyxy=(1381,2139,1400,2157)
bottom-mid-article: ଝୋଟ ଚାଷରେ ଓଡ଼ିଶାର ସ୍ଥାନ ଦେଶରେ ଉଲ୍ଲେଖନୀୟ ଥିଲା । ବାଲେଶ୍ୱର, ଭଦ୍ରକ, କେନ୍ଦ୍ରାପଡ଼ା, ଜଗତସିଂହପୁର ଜିଲାରେ ବ୍ୟାପକ ଝୋଟଚାଷ ହେଉଥିଲା । କିନ୍ତୁ କଳ ବନ୍ଦ ହେବା ପରେ ଚାଷୀମାନେ ଝୋଟ ବିକ୍ରି ପାଇଁ ପଶ୍ଚିମବଙ୍ଗ ଉପରେ ନିର୍ଭର କରିବାକୁ ପଡ଼ିଲା । ଫଳରେ ଝୋଟଚାଷ ପରିମାଣ କମିଗଲା । କେନ୍ଦ୍ର ସରକାର ଝୋଟ ଶିଳ୍ପ ପାଇଁ ବିଭିନ୍ନ ଯୋଜନା ଆଣିଥିଲେ ମଧ୍ୟ ରାଜ୍ୟ ସରକାର ଏହାର ସୁଯୋଗ ନେଇପାରିଲେ ନାହିଁ । ସମବାୟ ଭିତ୍ତିରେ ଝୋଟକଳ ସ୍ଥାପନ କରାଯାଇପାରେ । ଏଥିରେ ଚାଷୀ ଓ ଶ୍ରମିକ ଉଭୟଙ୍କ ହିତ ସାଧିତ ହେବ । xyxy=(326,1334,596,1461)
solution-cell: 6 xyxy=(1327,2212,1345,2230)
sudoku-cell[interactable] xyxy=(1221,1972,1255,2014)
solution-cell: 1 xyxy=(1473,2248,1492,2267)
solution-cell: 9 xyxy=(1327,2193,1345,2212)
solution-cell: 7 xyxy=(1473,2157,1492,2175)
sudoku-cell[interactable] xyxy=(1462,2055,1497,2097)
sudoku-solution-grid xyxy=(1326,2138,1492,2304)
solution-cell: 3 xyxy=(1381,2285,1400,2304)
sudoku-cell[interactable] xyxy=(1428,1725,1462,1766)
sudoku-cell[interactable]: 5 xyxy=(1462,1931,1497,1973)
solution-cell: 3 xyxy=(1327,2175,1345,2194)
solution-cell: 1 xyxy=(1400,2212,1418,2230)
years-ago-item2: ସୁପ୍ରିମକୋର୍ଟରେ ଗୁରୁତ୍ୱପୂର୍ଣ୍ଣ ମାମଲାର ଶୁଣାଣି । xyxy=(1180,1588,1391,1601)
sudoku-cell[interactable]: 8 xyxy=(1187,1807,1221,1849)
sudoku-cell[interactable] xyxy=(1462,2014,1497,2055)
contact-line4: କେବଳ ସମ୍ପାଦକଙ୍କୁ ଚିଠି, ଖବର ପାଇଁ ବ୍ୟବହାର କରନ୍ତୁ । xyxy=(1196,1327,1474,1341)
